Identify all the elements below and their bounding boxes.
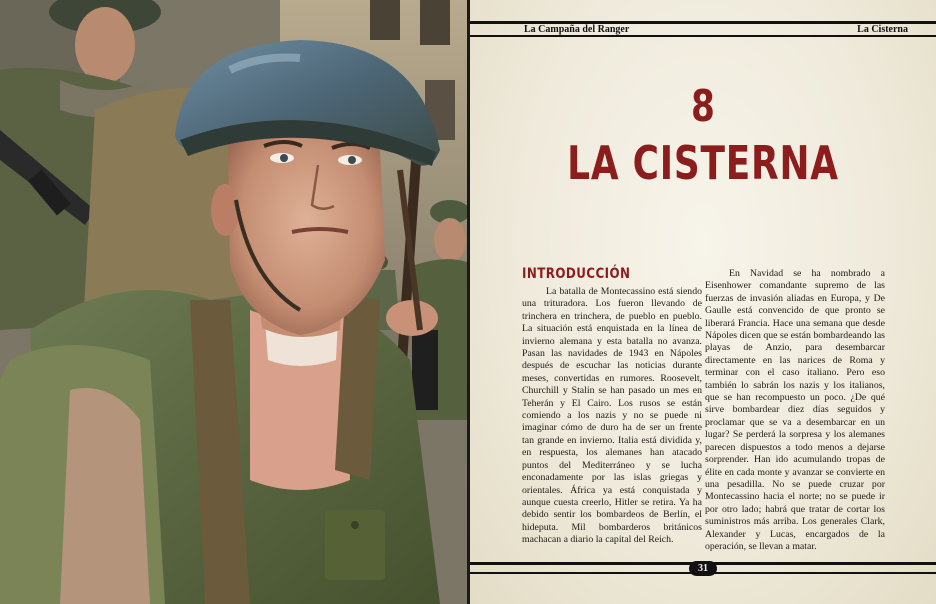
illustration-page — [0, 0, 467, 604]
header-rule — [470, 35, 936, 37]
body-paragraph: En Navidad se ha nombrado a Eisenhower comandante supremo de las fuerzas de invasión aliadas en Europa, y De Gaulle está convencido de que pronto se liberará Francia. Hace una semana que desde Nápoles dicen que se están bombardeando las playas de Anzio, para desembarcar directamente en las narices de Roma y terminar con el caso italiano. Pero eso también lo sabrán los nazis y los italianos, que se han recompuesto un poco. ¿De qué sirve bombardear diez días seguidos y proclamar que se va a desembarcar en un lugar? Se perderá la sorpresa y los alemanes parecen dispuestos a todo menos a dejarse sorprender. Han ido acumulando tropas de élite en cada monte y avanzar se convierte en una pesadilla. No se puede cruzar por Montecassino hacia el norte; no se puede ir por otro lado; habrá que tratar de cortar los suministros más arriba. Los generales Clark, Alexander y Lucas, encargados de la operación, se llevan a matar. — [705, 268, 885, 552]
running-head-chapter-title: La Cisterna — [857, 24, 908, 35]
chapter-title: LA CISTERNA — [567, 136, 839, 190]
text-page — [470, 0, 936, 604]
body-paragraph: La batalla de Montecassino está siendo una trituradora. Los fueron llevando de trinchera en trinchera, de pueblo en pueblo. La situación está enquistada en la línea de invierno alemana y esta batalla no avanza. Pasan las navidades de 1943 en Nápoles después de escuchar las noticias durante meses, convertidas en rumores. Roosevelt, Churchill y Stalin se han pasado un mes en Teherán y El Cairo. Los rusos se están comiendo a los nazis y no se puede ni imaginar cómo de duro ha de ser un frente tan grande en invierno. Italia está dividida y, en respuesta, los alemanes han atacado puntos del Mediterráneo y se lucha enconadamente por las islas griegas y orientales. África ya está conquistada y aunque cuesta creerlo, Hitler se retira. Ya ha debido sentir los bombardeos de Berlín, el hideputa. Mil bombarderos británicos machacan a diario la capital del Reich. — [522, 286, 702, 546]
soldier-illustration — [0, 0, 467, 604]
running-head-book-title: La Campaña del Ranger — [524, 24, 630, 35]
section-heading: INTRODUCCIÓN — [522, 266, 631, 282]
chapter-number: 8 — [691, 81, 715, 132]
text-column-right — [705, 268, 885, 553]
page-number: 31 — [689, 561, 717, 576]
text-column-left — [522, 286, 702, 547]
